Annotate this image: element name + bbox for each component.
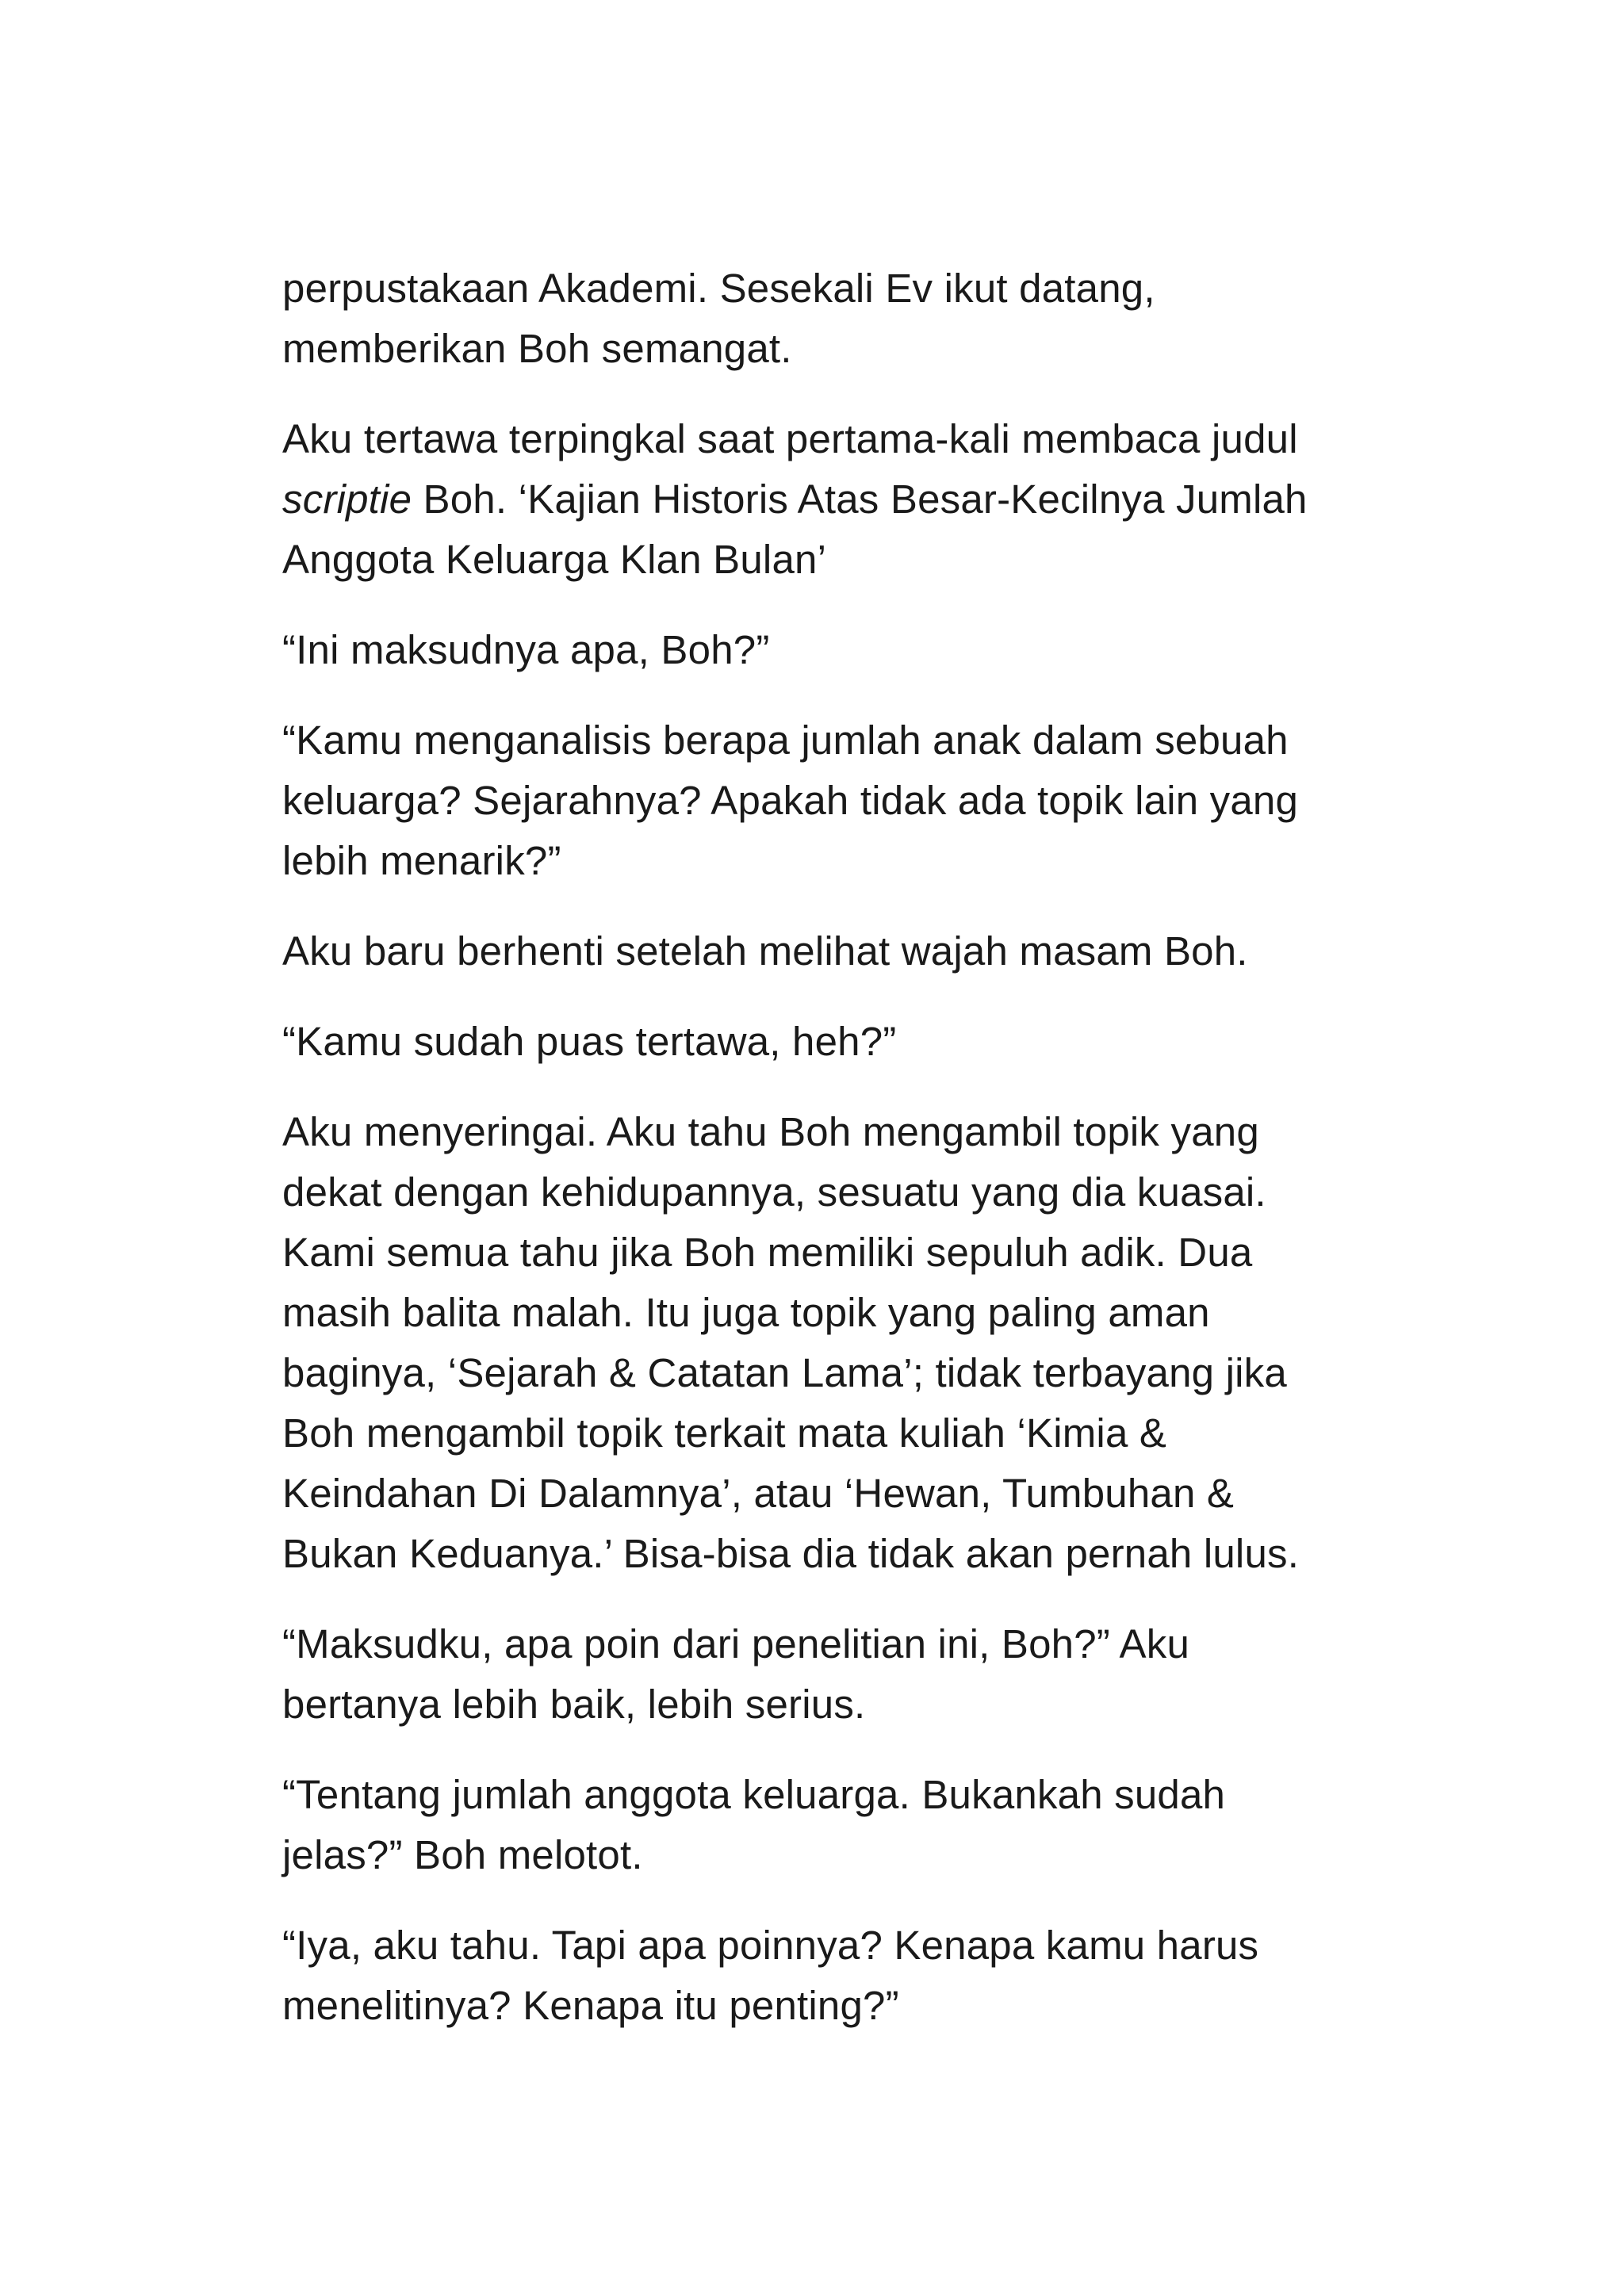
text-line: Kami semua tahu jika Boh memiliki sepuluh adik. Dua: [282, 1230, 1253, 1275]
text-line: keluarga? Sejarahnya? Apakah tidak ada topik lain yang: [282, 778, 1299, 823]
paragraph-10: [282, 1915, 1392, 2036]
text-fragment: Boh. ‘Kajian Historis Atas Besar-Kecilnya Jumlah: [412, 476, 1308, 522]
text-line: “Kamu sudah puas tertawa, heh?”: [282, 1019, 897, 1064]
text-line: jelas?” Boh melotot.: [282, 1832, 643, 1877]
paragraph-2: [282, 409, 1392, 590]
paragraph-5: [282, 921, 1392, 982]
text-line: Aku tertawa terpingkal saat pertama-kali membaca judul: [282, 416, 1298, 461]
text-line: [282, 469, 1392, 530]
text-line: baginya, ‘Sejarah & Catatan Lama’; tidak terbayang jika: [282, 1350, 1287, 1395]
text-line: menelitinya? Kenapa itu penting?”: [282, 1983, 899, 2028]
paragraph-8: [282, 1614, 1392, 1735]
text-line: “Iya, aku tahu. Tapi apa poinnya? Kenapa kamu harus: [282, 1923, 1259, 1968]
paragraph-6: [282, 1012, 1392, 1072]
paragraph-1: [282, 258, 1392, 379]
paragraph-4: [282, 710, 1392, 891]
text-line: memberikan Boh semangat.: [282, 326, 792, 371]
text-line: Aku menyeringai. Aku tahu Boh mengambil topik yang: [282, 1109, 1259, 1154]
text-line: masih balita malah. Itu juga topik yang paling aman: [282, 1290, 1210, 1335]
text-line: dekat dengan kehidupannya, sesuatu yang dia kuasai.: [282, 1169, 1266, 1215]
italic-term: scriptie: [282, 476, 412, 522]
text-line: “Ini maksudnya apa, Boh?”: [282, 627, 770, 672]
text-line: Boh mengambil topik terkait mata kuliah ‘Kimia &: [282, 1410, 1167, 1456]
text-line: Keindahan Di Dalamnya’, atau ‘Hewan, Tumbuhan &: [282, 1471, 1235, 1516]
body-text: [282, 258, 1392, 2066]
text-line: lebih menarik?”: [282, 838, 561, 883]
paragraph-3: [282, 620, 1392, 680]
text-line: “Tentang jumlah anggota keluarga. Bukankah sudah: [282, 1772, 1226, 1817]
text-line: Aku baru berhenti setelah melihat wajah masam Boh.: [282, 928, 1248, 974]
text-line: Bukan Keduanya.’ Bisa-bisa dia tidak akan pernah lulus.: [282, 1531, 1300, 1576]
paragraph-9: [282, 1765, 1392, 1885]
paragraph-7: [282, 1102, 1392, 1584]
text-line: perpustakaan Akademi. Sesekali Ev ikut datang,: [282, 266, 1155, 311]
text-line: bertanya lebih baik, lebih serius.: [282, 1682, 866, 1727]
text-line: Anggota Keluarga Klan Bulan’: [282, 537, 827, 582]
text-line: “Maksudku, apa poin dari penelitian ini, Boh?” Aku: [282, 1621, 1190, 1667]
text-line: “Kamu menganalisis berapa jumlah anak dalam sebuah: [282, 718, 1289, 763]
